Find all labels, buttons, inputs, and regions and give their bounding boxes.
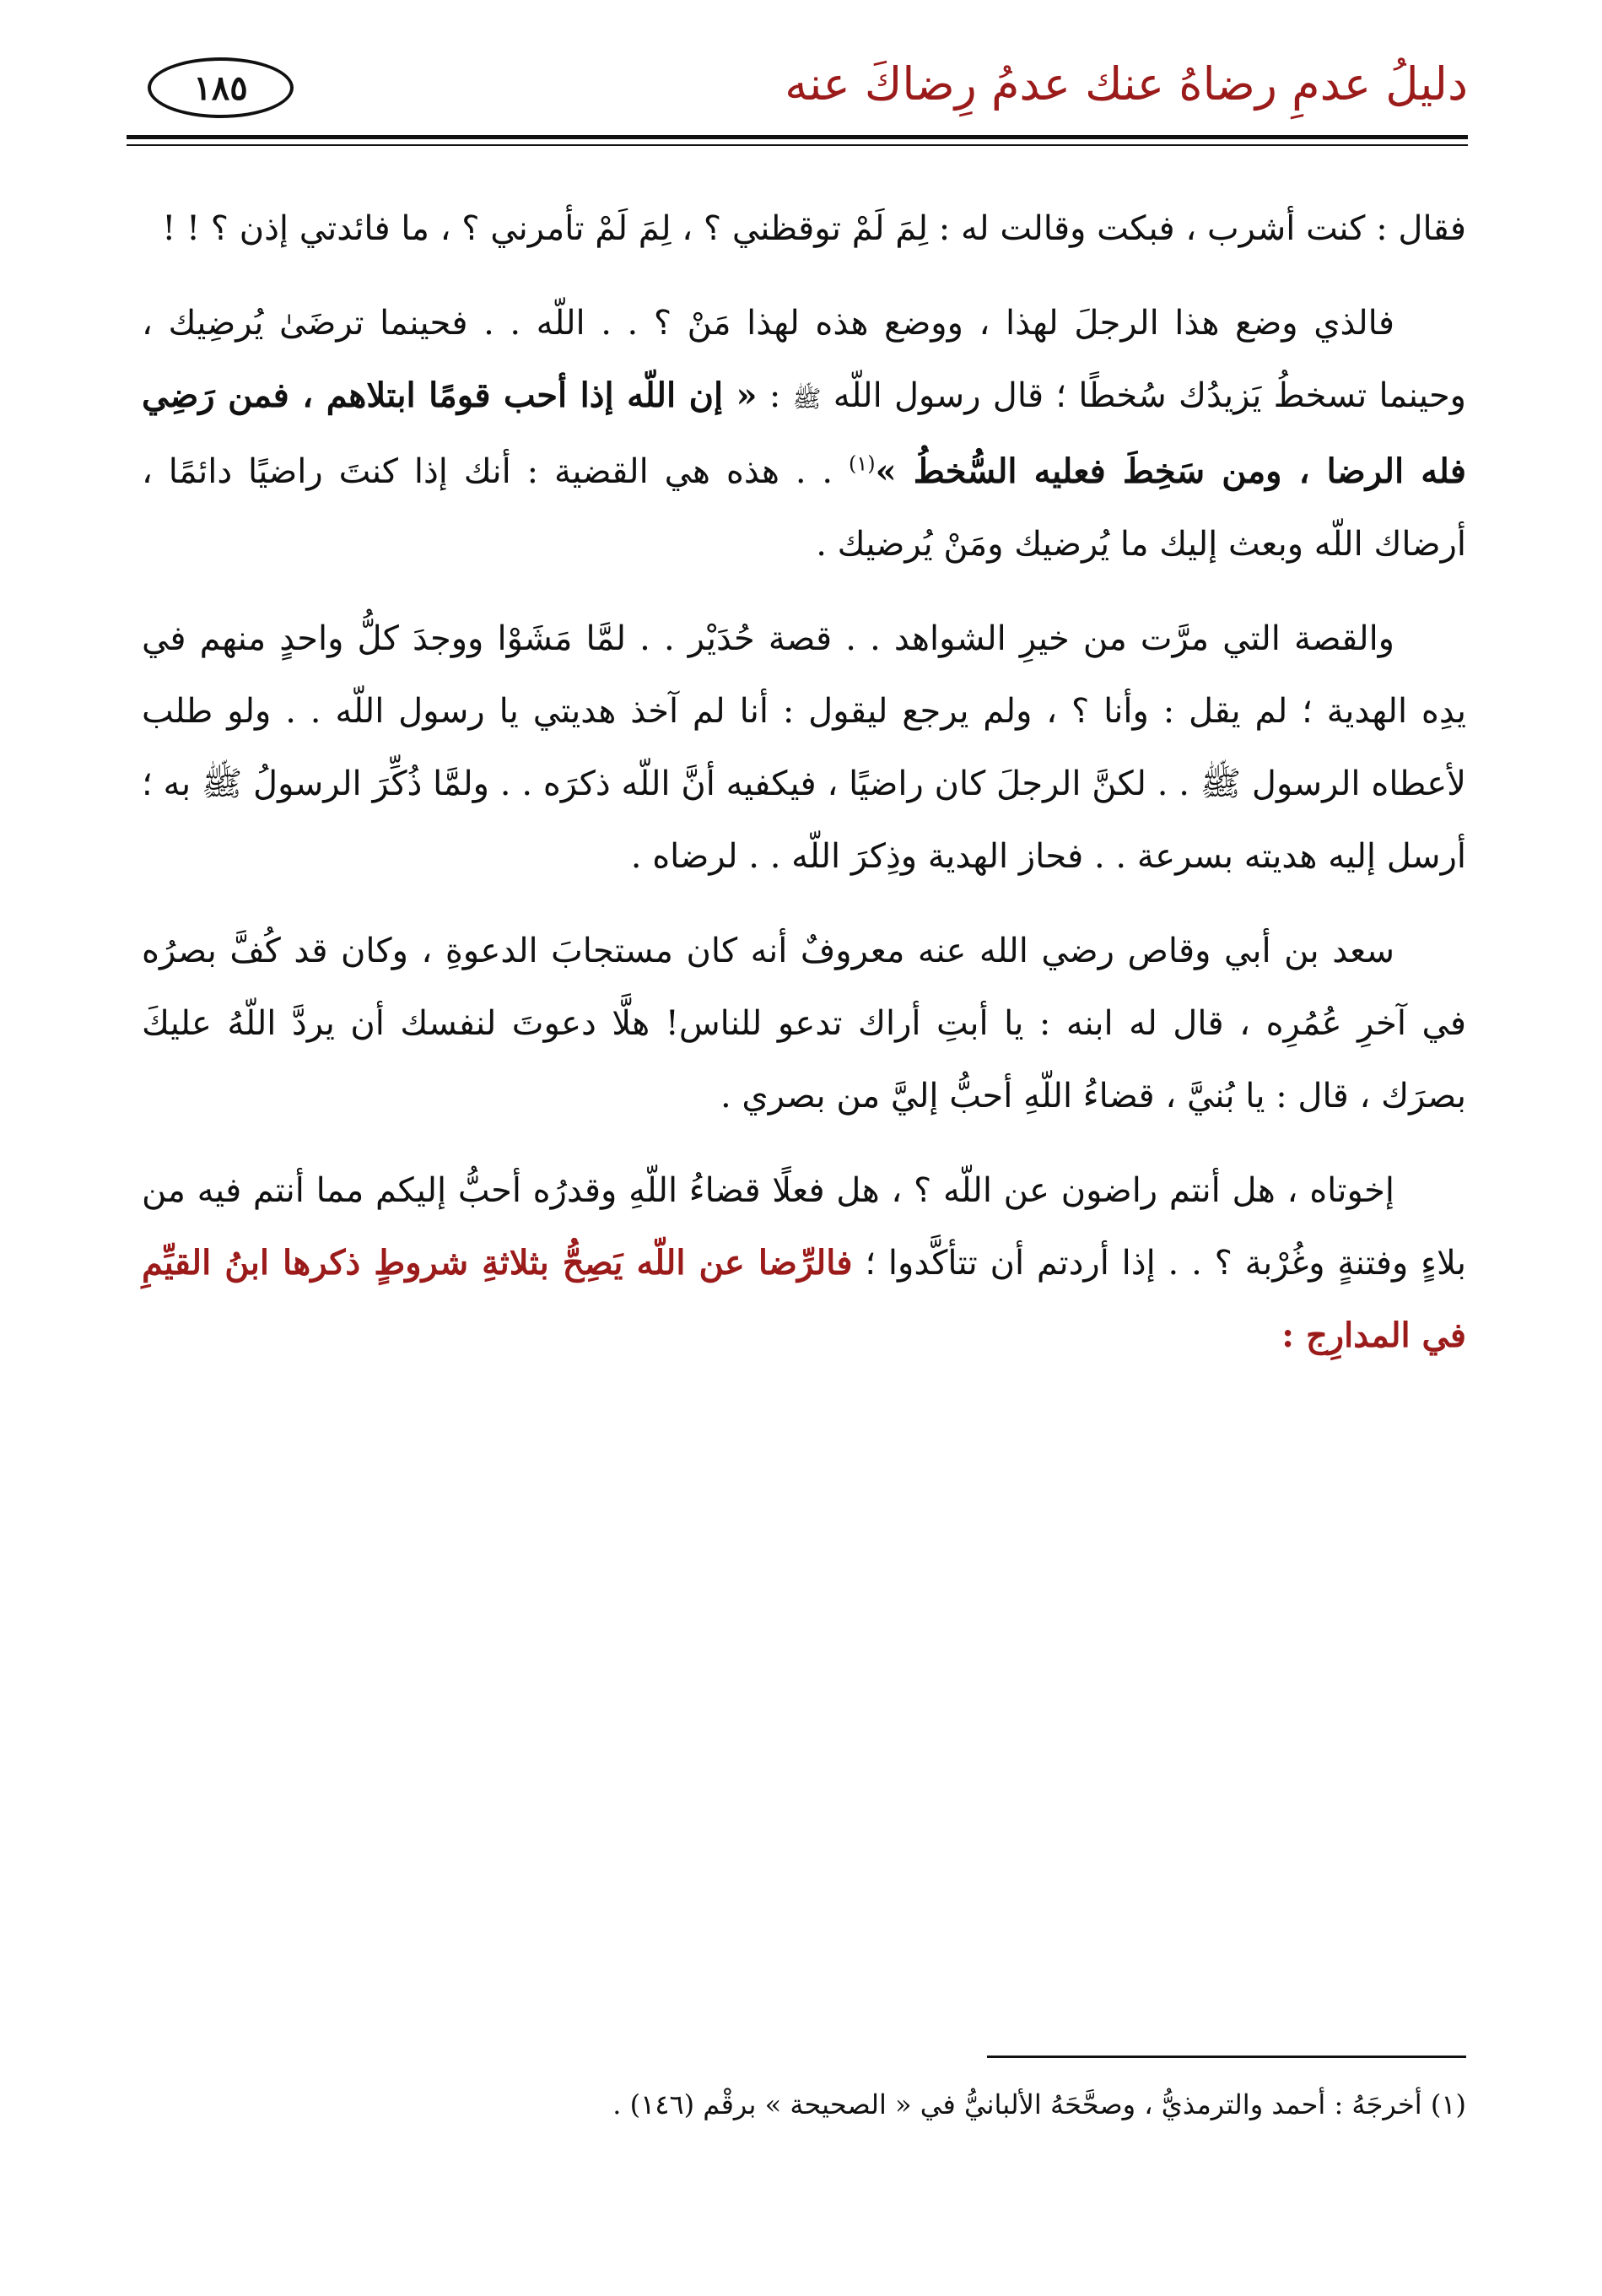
main-text [142, 192, 1466, 1394]
paragraph-4: سعد بن أبي وقاص رضي الله عنه معروفٌ أنه كان مستجابَ الدعوةِ ، وكان قد كُفَّ بصرُه في آخرِ عُمُرِه ، قال له ابنه : يا أبتِ أراك تدعو للناس! هلَّا دعوتَ لنفسك أن يردَّ اللّهُ عليكَ بصرَك ، قال : يا بُنيَّ ، قضاءُ اللّهِ أحبُّ إليَّ من بصري . [142, 932, 1466, 1116]
header-rule-thin [127, 144, 1468, 146]
header-rule-thick [127, 135, 1468, 139]
page-number: ١٨٥ [148, 57, 294, 118]
running-title: دليلُ عدمِ رضاهُ عنك عدمُ رِضاكَ عنه [785, 57, 1468, 111]
footnote-separator [987, 2056, 1466, 2058]
paragraph-2-rest: . . هذه هي القضية : أنك إذا كنتَ راضيًا دائمًا ، أرضاك اللّه وبعث إليك ما يُرضيك ومَنْ يُرضيك . [142, 452, 1466, 564]
paragraph-3: والقصة التي مرَّت من خيرِ الشواهد . . قصة حُدَيْر . . لمَّا مَشَوْا ووجدَ كلُّ واحدٍ منهم في يدِه الهدية ؛ لم يقل : وأنا ؟ ، ولم يرجع ليقول : أنا لم آخذ هديتي يا رسول اللّه . . ولو طلب لأعطاه الرسول ﷺ . . لكنَّ الرجلَ كان راضيًا ، فيكفيه أنَّ اللّه ذكرَه . . ولمَّا ذُكِّرَ الرسولُ ﷺ به ؛ أرسل إليه هديته بسرعة . . فحاز الهدية وذِكرَ اللّه . . لرضاه . [142, 619, 1466, 876]
paragraph-5 [142, 1154, 1466, 1372]
footnote: (١) أخرجَهُ : أحمد والترمذيُّ ، وصحَّحَهُ الألبانيُّ في « الصحيحة » برقْم (١٤٦) . [612, 2088, 1466, 2120]
honorific-glyph: ﷺ [792, 385, 822, 413]
paragraph-5-text: إخوتاه ، هل أنتم راضون عن اللّه ؟ ، هل فعلًا قضاءُ اللّهِ وقدرُه أحبُّ إليكم مما أنتم فيه من بلاءٍ وفتنةٍ وغُرْبة ؟ . . إذا أردتم أن تتأكَّدوا ؛ [142, 1171, 1466, 1283]
paragraph-1: فقال : كنت أشرب ، فبكت وقالت له : لِمَ لَمْ توقظني ؟ ، لِمَ لَمْ تأمرني ؟ ، ما فائدتي إذن ؟ ! ! [162, 209, 1466, 248]
paragraph-2 [142, 287, 1466, 581]
footnote-marker: (١) [849, 451, 876, 476]
paragraph-2-colon: : [757, 376, 793, 415]
emphasized-conditions: فالرِّضا عن اللّه يَصِحُّ بثلاثةِ شروطٍ ذكرها ابنُ القيِّمِ في المدارِج : [142, 1243, 1466, 1355]
page-header [127, 51, 1468, 143]
paragraph-2-intro: فالذي وضع هذا الرجلَ لهذا ، ووضع هذه لهذا مَنْ ؟ . . اللّه . . فحينما ترضَىٰ يُرضِيك ، وحينما تسخطُ يَزيدُك سُخطًا ؛ قال رسول اللّه [142, 304, 1466, 415]
hadith-quote: « إن اللّه إذا أحب قومًا ابتلاهم ، فمن رَضِي فله الرضا ، ومن سَخِطَ فعليه السُّخطُ » [142, 375, 1467, 491]
